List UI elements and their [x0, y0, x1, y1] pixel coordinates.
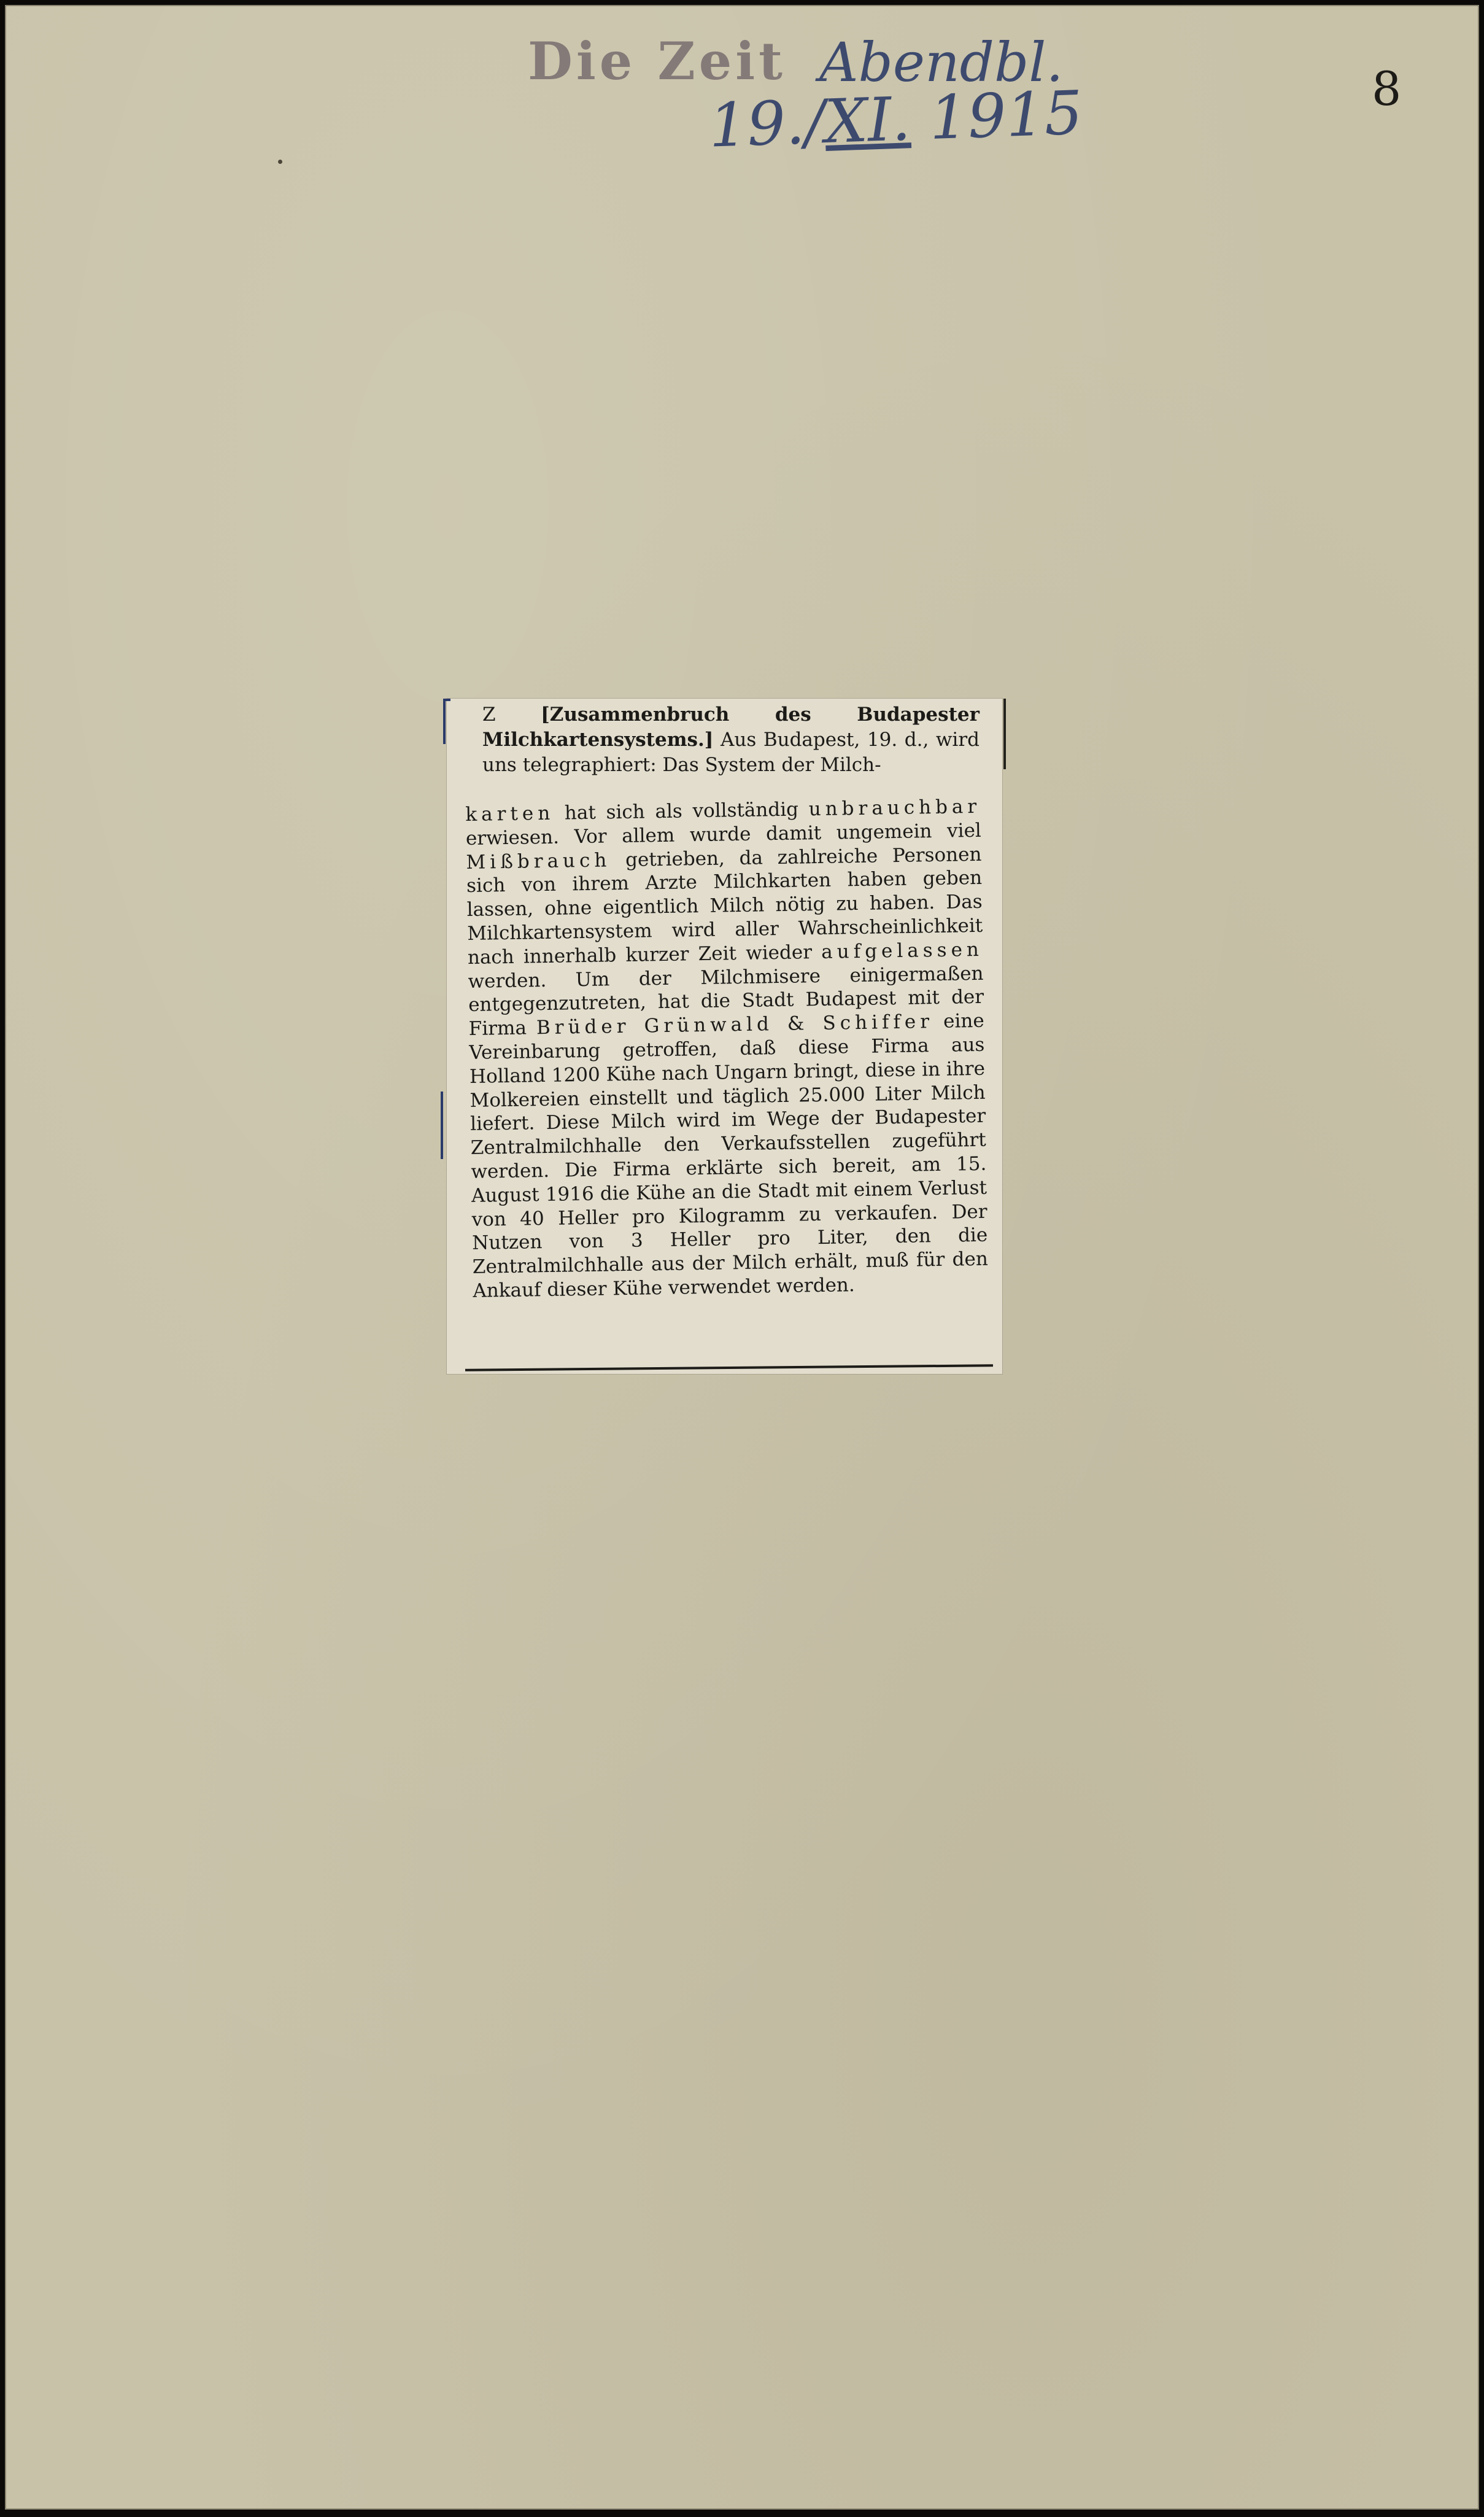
handwritten-date-month: XI.: [823, 84, 912, 158]
clipping-bracket-right: [1003, 699, 1006, 769]
archive-sheet: [5, 5, 1479, 2510]
article-kicker: Z: [482, 704, 496, 726]
article-emphasis: karten: [465, 802, 555, 826]
page-number: 8: [1372, 61, 1402, 116]
article-text: werden. Um der Milchmisere einigermaßen entgegenzutreten, hat die Stadt Budapest mit der Firma: [468, 962, 984, 1041]
handwritten-date: [708, 78, 1084, 161]
article-text: erwiesen. Vor allem wurde damit ungemein viel: [465, 819, 982, 850]
article-emphasis: aufgelassen: [821, 938, 984, 963]
newspaper-clipping: [447, 699, 1002, 1374]
paper-speck: [278, 160, 282, 164]
article-text: getrieben, da zahlreiche Personen sich von ihrem Arzte Milchkarten haben geben lassen, ohne eigentlich Milch nötig zu haben. Das Milchkartensystem wird aller Wahrscheinlichkeit nach innerhalb kurzer Zeit wieder: [466, 843, 983, 969]
newspaper-stamp: Die Zeit: [528, 31, 786, 91]
article-body: [465, 795, 989, 1303]
article-headline: [Zusammenbruch des Budapester Milchkartensystems.]: [482, 704, 980, 751]
article-text: eine Vereinbarung getroffen, daß diese Firma aus Holland 1200 Kühe nach Ungarn bringt, diese in ihre Molkereien einstellt und täglich 25.000 Liter Milch liefert. Diese Milch wird im Wege der Budapester Zentralmilchhalle den Verkaufsstellen zugeführt werden. Die Firma erklärte sich bereit, am 15. August 1916 die Kühe an die Stadt mit einem Verlust von 40 Heller pro Kilogramm zu verkaufen. Der Nutzen von 3 Heller pro Liter, den die Zentralmilchhalle aus der Milch erhält, muß für den Ankauf dieser Kühe verwendet werden.: [469, 1009, 989, 1302]
article-emphasis: unbrauchbar: [808, 795, 981, 821]
article-intro: Aus Budapest, 19. d., wird uns telegraphiert: Das System der Milch-: [482, 729, 980, 776]
article-emphasis: Brüder Grünwald & Schiffer: [536, 1010, 934, 1039]
clipping-bracket-left: [443, 699, 450, 744]
clipping-margin-mark: [441, 1092, 443, 1159]
article-header: [482, 702, 980, 778]
article-text: hat sich als vollständig: [554, 798, 809, 824]
handwritten-edition-note: Abendbl.: [819, 31, 1064, 94]
article-emphasis: Mißbrauch: [466, 848, 611, 874]
clipping-bottom-rule: [465, 1364, 993, 1371]
handwritten-date-year: 1915: [909, 78, 1084, 155]
handwritten-date-day: 19./: [708, 87, 826, 161]
